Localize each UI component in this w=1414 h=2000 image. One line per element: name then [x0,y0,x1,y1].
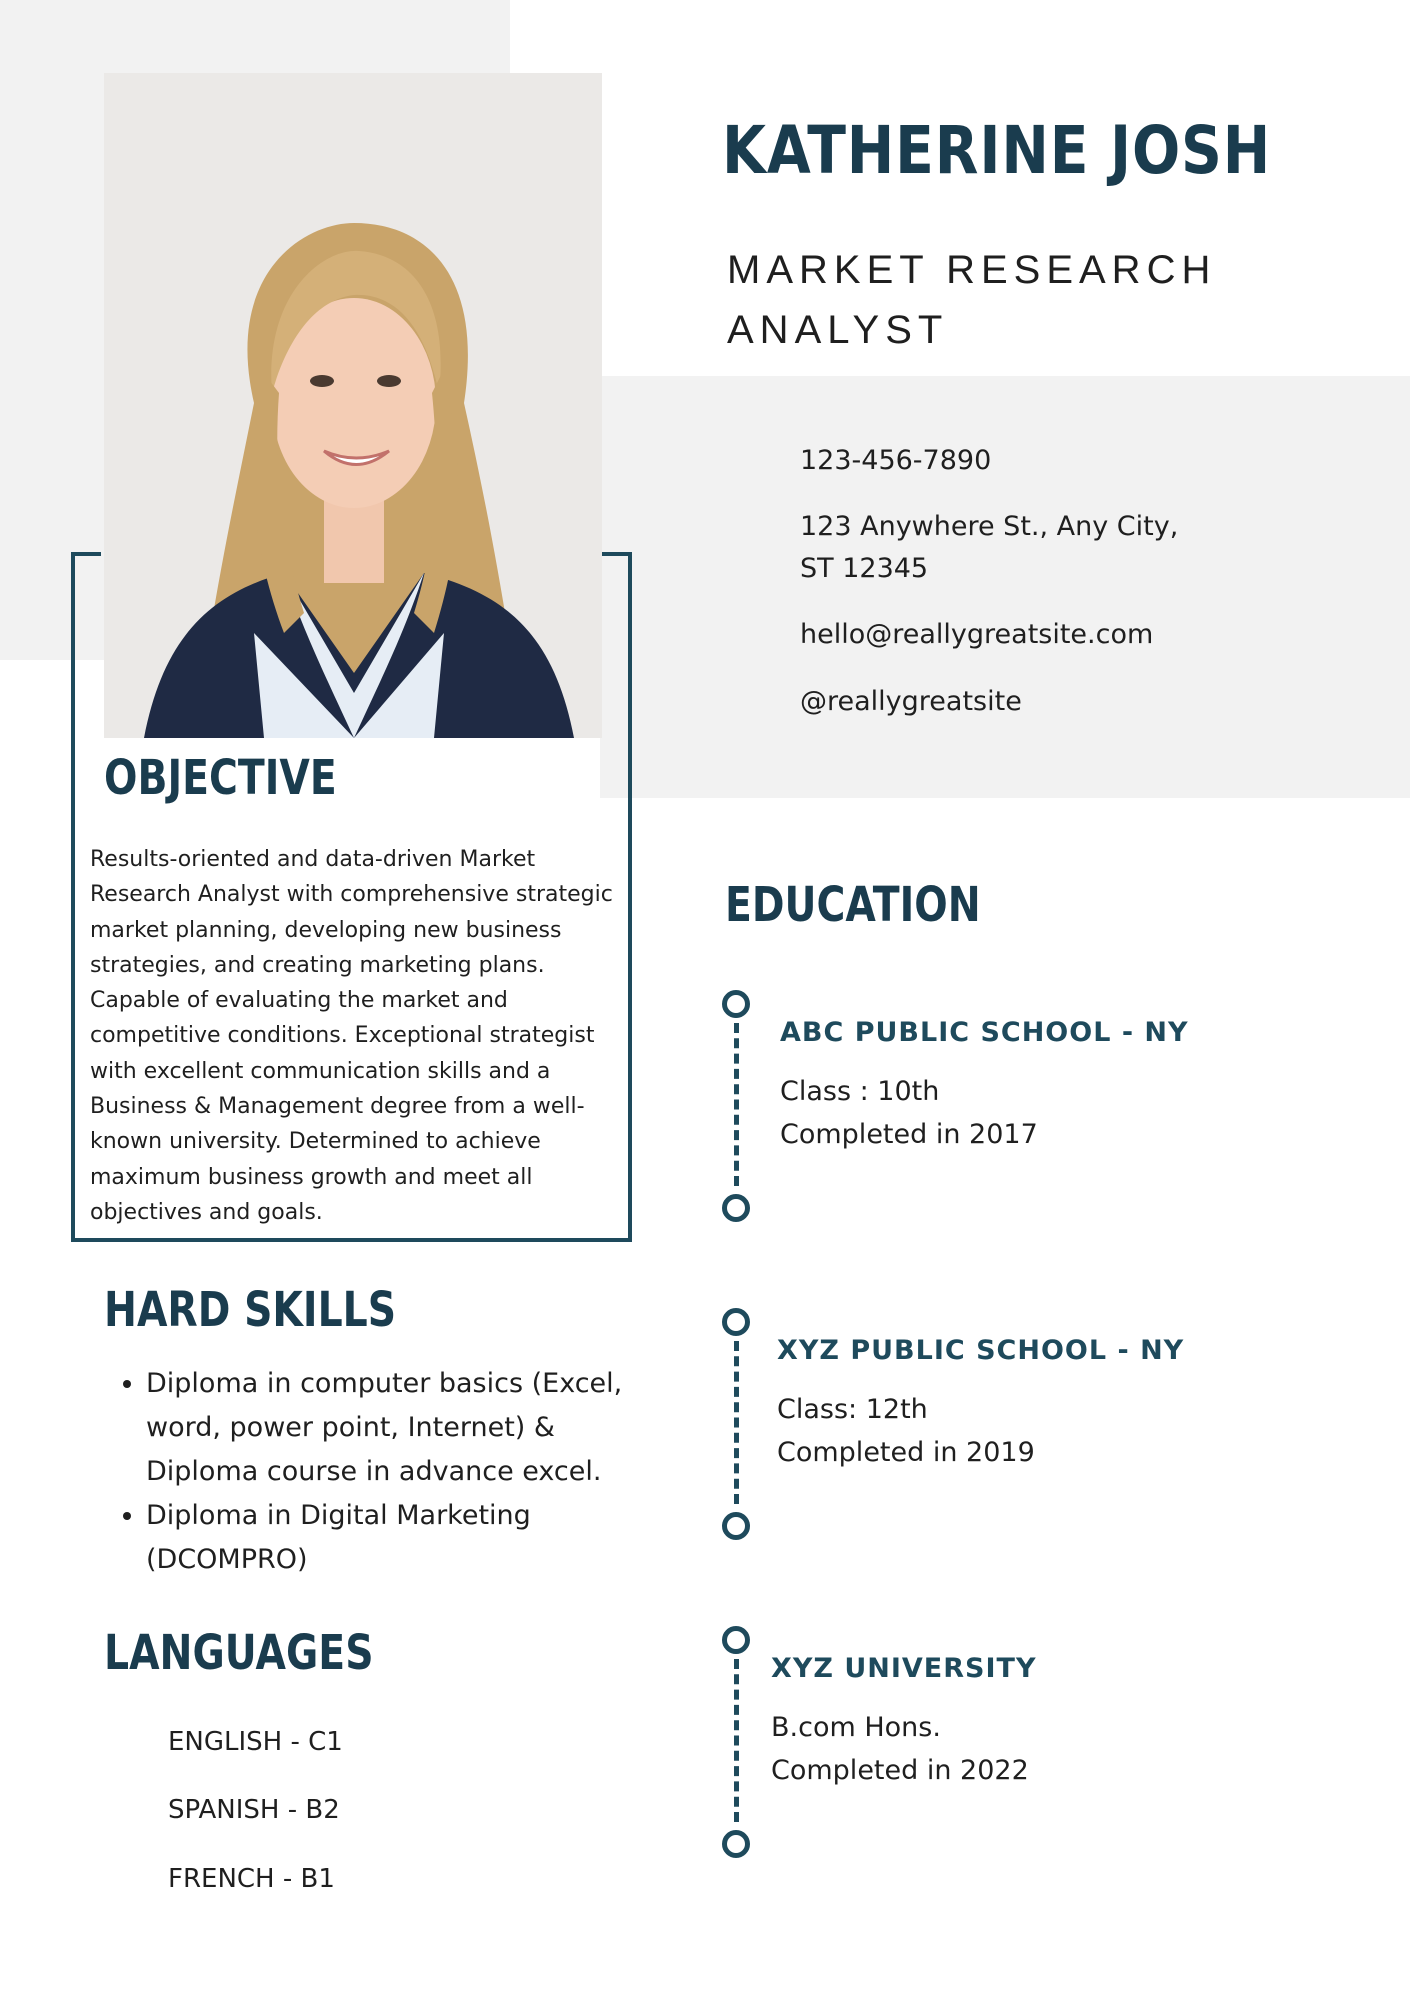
education-item-detail: Completed in 2017 [780,1119,1038,1150]
list-item: • Diploma in Digital Marketing (DCOMPRO) [146,1494,666,1582]
education-item-detail: Class: 12th [777,1394,928,1425]
timeline-start-node [722,1308,750,1336]
education-item-detail: Class : 10th [780,1076,940,1107]
timeline-end-node [722,1512,750,1540]
contact-phone: 123-456-7890 [800,445,992,476]
contact-email: hello@reallygreatsite.com [800,619,1154,650]
objective-text: Results-oriented and data-driven Market Research Analyst with comprehensive strategic market planning, developing new business strategies, and creating marketing plans. Capable of evaluating the market and competitive conditions. Exceptional strategist with excellent communication skills and a Business & Management degree from a well-known university. Determined to achieve maximum business growth and meet all objectives and goals. [90,847,613,1225]
contact-address [800,506,1178,590]
languages-heading: LANGUAGES [104,1625,374,1681]
list-item: • Diploma in computer basics (Excel, word, power point, Internet) & Diploma course in advance excel. [146,1362,666,1494]
education-item-detail: Completed in 2019 [777,1437,1035,1468]
job-title-line-2: ANALYST [727,308,949,352]
timeline-start-node [722,1626,750,1654]
education-item-title: XYZ PUBLIC SCHOOL - NY [777,1335,1185,1366]
language-item: SPANISH - B2 [168,1795,340,1825]
job-title-line-1: MARKET RESEARCH [727,248,1217,292]
education-item-title: XYZ UNIVERSITY [771,1653,1037,1684]
contact-address-line-2: ST 12345 [800,553,929,584]
timeline-connector [734,1659,744,1822]
timeline-connector [734,1023,744,1186]
timeline-end-node [722,1830,750,1858]
language-item: ENGLISH - C1 [168,1727,343,1757]
contact-address-line-1: 123 Anywhere St., Any City, [800,511,1179,542]
hard-skills-list [100,1362,666,1582]
job-title [727,240,1247,360]
frame-corner-right [602,552,632,556]
candidate-name: KATHERINE JOSH [722,112,1272,189]
education-item-detail: B.com Hons. [771,1712,941,1743]
timeline-end-node [722,1194,750,1222]
frame-corner-left [71,552,101,556]
contact-social: @reallygreatsite [800,686,1022,717]
objective-heading: OBJECTIVE [104,750,337,806]
timeline-connector [734,1341,744,1504]
timeline-start-node [722,990,750,1018]
education-heading: EDUCATION [725,877,981,933]
education-item-title: ABC PUBLIC SCHOOL - NY [780,1017,1189,1048]
hard-skills-heading: HARD SKILLS [104,1282,397,1338]
language-item: FRENCH - B1 [168,1864,335,1894]
education-item-detail: Completed in 2022 [771,1755,1029,1786]
